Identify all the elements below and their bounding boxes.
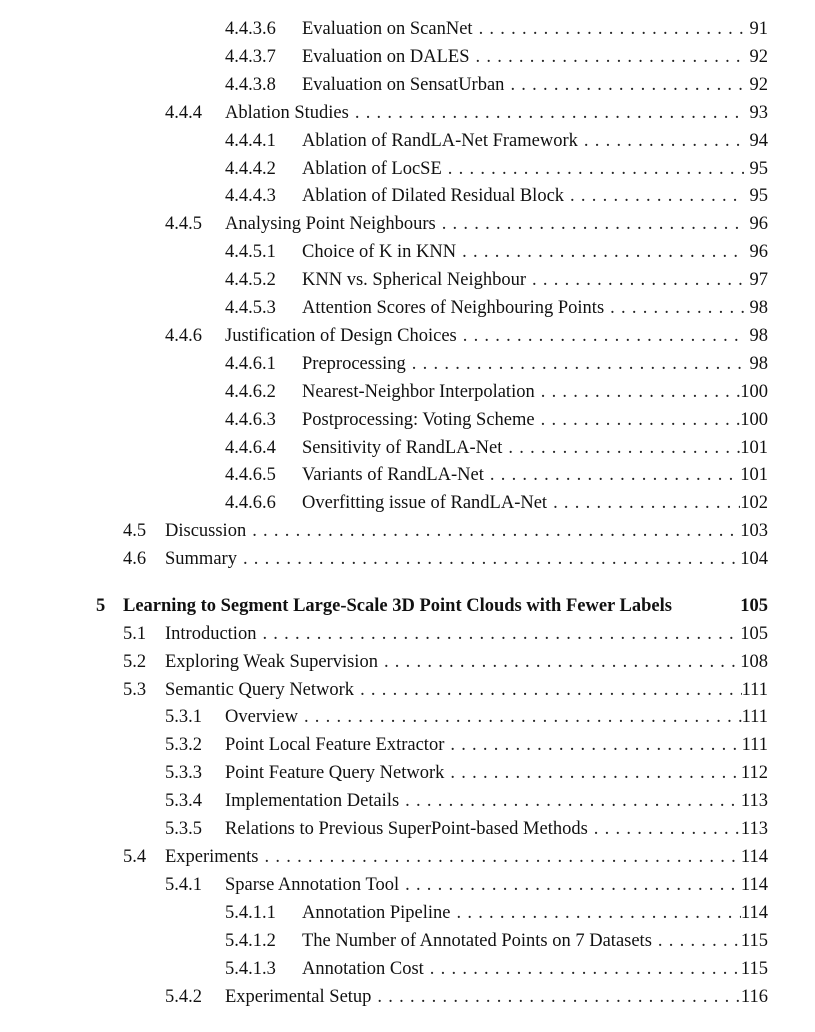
toc-entry-page-number[interactable]: 105 — [740, 624, 768, 644]
toc-entry-number: 4.4.5 — [165, 214, 202, 234]
toc-entry-title[interactable]: Semantic Query Network — [165, 680, 355, 700]
toc-entry-title[interactable]: Experiments — [165, 847, 259, 867]
toc-entry[interactable] — [165, 872, 768, 898]
toc-entry[interactable] — [123, 621, 768, 647]
toc-entry-title[interactable]: Annotation Cost — [302, 959, 424, 979]
toc-entry-page-number[interactable]: 102 — [740, 493, 768, 513]
toc-entry[interactable] — [225, 435, 768, 461]
toc-entry-page-number[interactable]: 101 — [740, 465, 768, 485]
toc-entry-title[interactable]: Attention Scores of Neighbouring Points — [302, 298, 605, 318]
toc-entry-page-number[interactable]: 111 — [741, 680, 768, 700]
toc-entry[interactable] — [225, 351, 768, 377]
toc-entry[interactable] — [225, 462, 768, 488]
toc-entry[interactable] — [123, 844, 768, 870]
toc-entry-page-number[interactable]: 116 — [740, 987, 768, 1007]
toc-entry-page-number[interactable]: 103 — [740, 521, 768, 541]
toc-entry-number: 4.4.3.8 — [225, 75, 276, 95]
toc-entry-number: 4.6 — [123, 549, 147, 569]
toc-entry-page-number[interactable]: 94 — [749, 131, 768, 151]
toc-dot-leader — [476, 44, 744, 70]
toc-entry[interactable] — [165, 100, 768, 126]
toc-entry-title[interactable]: Justification of Design Choices — [225, 326, 457, 346]
toc-dot-leader — [405, 788, 741, 814]
toc-entry-page-number[interactable]: 93 — [749, 103, 768, 123]
toc-entry-page-number[interactable]: 100 — [740, 410, 768, 430]
toc-entry-number: 4.4.4.2 — [225, 159, 276, 179]
toc-entry[interactable] — [165, 984, 768, 1010]
toc-entry-title[interactable]: Postprocessing: Voting Scheme — [302, 410, 535, 430]
toc-entry[interactable] — [123, 546, 768, 572]
toc-entry-page-number[interactable]: 91 — [749, 19, 768, 39]
toc-entry-number: 5.1 — [123, 624, 147, 644]
toc-dot-leader — [262, 621, 740, 647]
toc-entry-number: 4.4.6.3 — [225, 410, 276, 430]
toc-entry-title[interactable]: Ablation of Dilated Residual Block — [302, 186, 565, 206]
toc-dot-leader — [450, 732, 741, 758]
toc-entry-number: 5.3.2 — [165, 735, 202, 755]
toc-entry-number: 5.4.1 — [165, 875, 202, 895]
toc-entry[interactable] — [123, 649, 768, 675]
toc-entry-number: 4.4.5.1 — [225, 242, 276, 262]
toc-entry-page-number[interactable]: 111 — [741, 735, 768, 755]
toc-dot-leader — [384, 649, 740, 675]
toc-dot-leader — [252, 518, 740, 544]
toc-entry-title[interactable]: Point Feature Query Network — [225, 763, 445, 783]
toc-entry-page-number[interactable]: 100 — [740, 382, 768, 402]
toc-entry-title[interactable]: KNN vs. Spherical Neighbour — [302, 270, 527, 290]
toc-entry-title[interactable]: Point Local Feature Extractor — [225, 735, 445, 755]
toc-dot-leader — [442, 211, 744, 237]
toc-entry-number: 5.2 — [123, 652, 147, 672]
toc-entry-page-number[interactable]: 97 — [749, 270, 768, 290]
toc-entry-number: 4.4.6.5 — [225, 465, 276, 485]
toc-entry-title[interactable]: Sensitivity of RandLA-Net — [302, 438, 503, 458]
toc-dot-leader — [355, 100, 744, 126]
toc-entry-page-number[interactable]: 111 — [741, 707, 768, 727]
toc-entry-title[interactable]: Implementation Details — [225, 791, 400, 811]
toc-entry[interactable] — [225, 183, 768, 209]
toc-dot-leader — [405, 872, 741, 898]
toc-entry-page-number[interactable]: 98 — [749, 354, 768, 374]
toc-entry-number: 4.4.3.6 — [225, 19, 276, 39]
toc-entry-title[interactable]: Ablation of LocSE — [302, 159, 442, 179]
toc-entry-title[interactable]: Summary — [165, 549, 237, 569]
toc-entry-number: 5.3.5 — [165, 819, 202, 839]
toc-entry-title[interactable]: Learning to Segment Large-Scale 3D Point Clouds with Fewer Labels — [123, 596, 672, 616]
toc-entry-page-number[interactable]: 112 — [740, 763, 768, 783]
toc-dot-leader — [490, 462, 740, 488]
toc-entry-title[interactable]: Introduction — [165, 624, 257, 644]
toc-entry-number: 4.4.4.3 — [225, 186, 276, 206]
toc-entry-title[interactable]: Discussion — [165, 521, 247, 541]
toc-entry-title[interactable]: Overfitting issue of RandLA-Net — [302, 493, 548, 513]
toc-entry-title[interactable]: Preprocessing — [302, 354, 406, 374]
toc-entry[interactable] — [165, 323, 768, 349]
toc-entry-number: 5.3.1 — [165, 707, 202, 727]
toc-dot-leader — [610, 295, 744, 321]
toc-entry-title[interactable]: Choice of K in KNN — [302, 242, 457, 262]
toc-entry-page-number[interactable]: 92 — [749, 75, 768, 95]
toc-entry[interactable] — [123, 677, 768, 703]
toc-dot-leader — [658, 928, 741, 954]
toc-entry[interactable] — [225, 44, 768, 70]
toc-entry-title[interactable]: Annotation Pipeline — [302, 903, 451, 923]
toc-entry[interactable] — [225, 16, 768, 42]
toc-dot-leader — [584, 128, 744, 154]
toc-entry[interactable] — [225, 407, 768, 433]
toc-entry-page-number[interactable]: 114 — [740, 903, 768, 923]
toc-entry-title[interactable]: Nearest-Neighbor Interpolation — [302, 382, 535, 402]
toc-entry-number: 4.4.6.4 — [225, 438, 276, 458]
toc-dot-leader — [462, 239, 744, 265]
toc-entry[interactable] — [165, 704, 768, 730]
toc-entry-number: 4.4.6.1 — [225, 354, 276, 374]
toc-entry-title[interactable]: Evaluation on SensatUrban — [302, 75, 505, 95]
toc-entry-page-number[interactable]: 115 — [740, 931, 768, 951]
toc-entry-number: 5.4.2 — [165, 987, 202, 1007]
toc-entry-page-number[interactable]: 96 — [749, 214, 768, 234]
toc-entry-number: 5 — [96, 596, 106, 616]
toc-entry-page-number[interactable]: 95 — [749, 159, 768, 179]
toc-entry-number: 5.4.1.3 — [225, 959, 276, 979]
toc-dot-leader — [360, 677, 742, 703]
toc-entry-number: 4.4.3.7 — [225, 47, 276, 67]
toc-entry-number: 4.4.4 — [165, 103, 202, 123]
toc-entry-page-number[interactable]: 96 — [749, 242, 768, 262]
toc-entry-title[interactable]: Experimental Setup — [225, 987, 372, 1007]
toc-entry[interactable] — [225, 128, 768, 154]
toc-dot-leader — [532, 267, 744, 293]
toc-entry-page-number[interactable]: 114 — [740, 875, 768, 895]
toc-entry[interactable] — [165, 760, 768, 786]
toc-dot-leader — [304, 704, 742, 730]
toc-entry[interactable] — [165, 211, 768, 237]
toc-entry-title[interactable]: Ablation of RandLA-Net Framework — [302, 131, 578, 151]
toc-entry-title[interactable]: The Number of Annotated Points on 7 Datasets — [302, 931, 652, 951]
toc-entry-number: 4.4.5.3 — [225, 298, 276, 318]
toc-entry[interactable] — [225, 490, 768, 516]
toc-entry[interactable] — [165, 788, 768, 814]
toc-dot-leader — [463, 323, 744, 349]
toc-dot-leader — [412, 351, 744, 377]
toc-entry-number: 5.4.1.1 — [225, 903, 276, 923]
toc-entry-page-number[interactable]: 113 — [740, 819, 768, 839]
toc-entry-number: 5.4 — [123, 847, 147, 867]
toc-dot-leader — [510, 72, 744, 98]
toc-entry-title[interactable]: Ablation Studies — [225, 103, 349, 123]
toc-entry-page-number[interactable]: 92 — [749, 47, 768, 67]
toc-entry-page-number[interactable]: 114 — [740, 847, 768, 867]
toc-dot-leader — [448, 156, 744, 182]
toc-dot-leader — [508, 435, 740, 461]
toc-entry-number: 5.3.4 — [165, 791, 202, 811]
toc-entry[interactable] — [225, 267, 768, 293]
toc-dot-leader — [570, 183, 744, 209]
toc-entry-number: 5.3.3 — [165, 763, 202, 783]
toc-dot-leader — [377, 984, 741, 1010]
toc-dot-leader — [243, 546, 740, 572]
toc-entry-title[interactable]: Evaluation on ScanNet — [302, 19, 473, 39]
toc-entry-page-number[interactable]: 108 — [740, 652, 768, 672]
toc-entry-title[interactable]: Relations to Previous SuperPoint-based Methods — [225, 819, 588, 839]
toc-entry-title[interactable]: Evaluation on DALES — [302, 47, 470, 67]
toc-chapter-entry[interactable] — [96, 593, 768, 619]
toc-entry-page-number[interactable]: 98 — [749, 326, 768, 346]
toc-entry-page-number[interactable]: 113 — [740, 791, 768, 811]
toc-entry-title[interactable]: Overview — [225, 707, 298, 727]
toc-entry-page-number[interactable]: 104 — [740, 549, 768, 569]
toc-dot-leader — [541, 407, 741, 433]
toc-entry-title[interactable]: Exploring Weak Supervision — [165, 652, 378, 672]
toc-dot-leader — [541, 379, 741, 405]
toc-entry[interactable] — [225, 956, 768, 982]
toc-entry-number: 4.4.6.2 — [225, 382, 276, 402]
toc-dot-leader — [479, 16, 744, 42]
toc-entry[interactable] — [225, 928, 768, 954]
toc-entry-title[interactable]: Variants of RandLA-Net — [302, 465, 484, 485]
toc-dot-leader — [430, 956, 741, 982]
toc-entry-number: 4.4.5.2 — [225, 270, 276, 290]
toc-entry-page-number[interactable]: 95 — [749, 186, 768, 206]
toc-entry-number: 5.3 — [123, 680, 147, 700]
toc-entry-page-number[interactable]: 98 — [749, 298, 768, 318]
toc-dot-leader — [457, 900, 741, 926]
toc-entry[interactable] — [165, 732, 768, 758]
toc-entry[interactable] — [225, 379, 768, 405]
toc-dot-leader — [594, 816, 741, 842]
toc-entry[interactable] — [225, 239, 768, 265]
toc-entry[interactable] — [225, 900, 768, 926]
toc-entry-number: 4.5 — [123, 521, 147, 541]
toc-entry[interactable] — [225, 72, 768, 98]
toc-dot-leader — [265, 844, 741, 870]
toc-entry-title[interactable]: Sparse Annotation Tool — [225, 875, 400, 895]
toc-entry-number: 4.4.6.6 — [225, 493, 276, 513]
toc-entry-number: 4.4.4.1 — [225, 131, 276, 151]
toc-entry-number: 4.4.6 — [165, 326, 202, 346]
toc-entry-page-number[interactable]: 101 — [740, 438, 768, 458]
toc-entry-number: 5.4.1.2 — [225, 931, 276, 951]
toc-entry[interactable] — [225, 156, 768, 182]
toc-entry-page-number[interactable]: 115 — [740, 959, 768, 979]
toc-entry[interactable] — [225, 295, 768, 321]
toc-entry[interactable] — [165, 816, 768, 842]
toc-entry-title[interactable]: Analysing Point Neighbours — [225, 214, 436, 234]
toc-dot-leader — [553, 490, 740, 516]
toc-dot-leader — [450, 760, 741, 786]
toc-entry[interactable] — [123, 518, 768, 544]
toc-entry-page-number[interactable]: 105 — [740, 596, 768, 616]
